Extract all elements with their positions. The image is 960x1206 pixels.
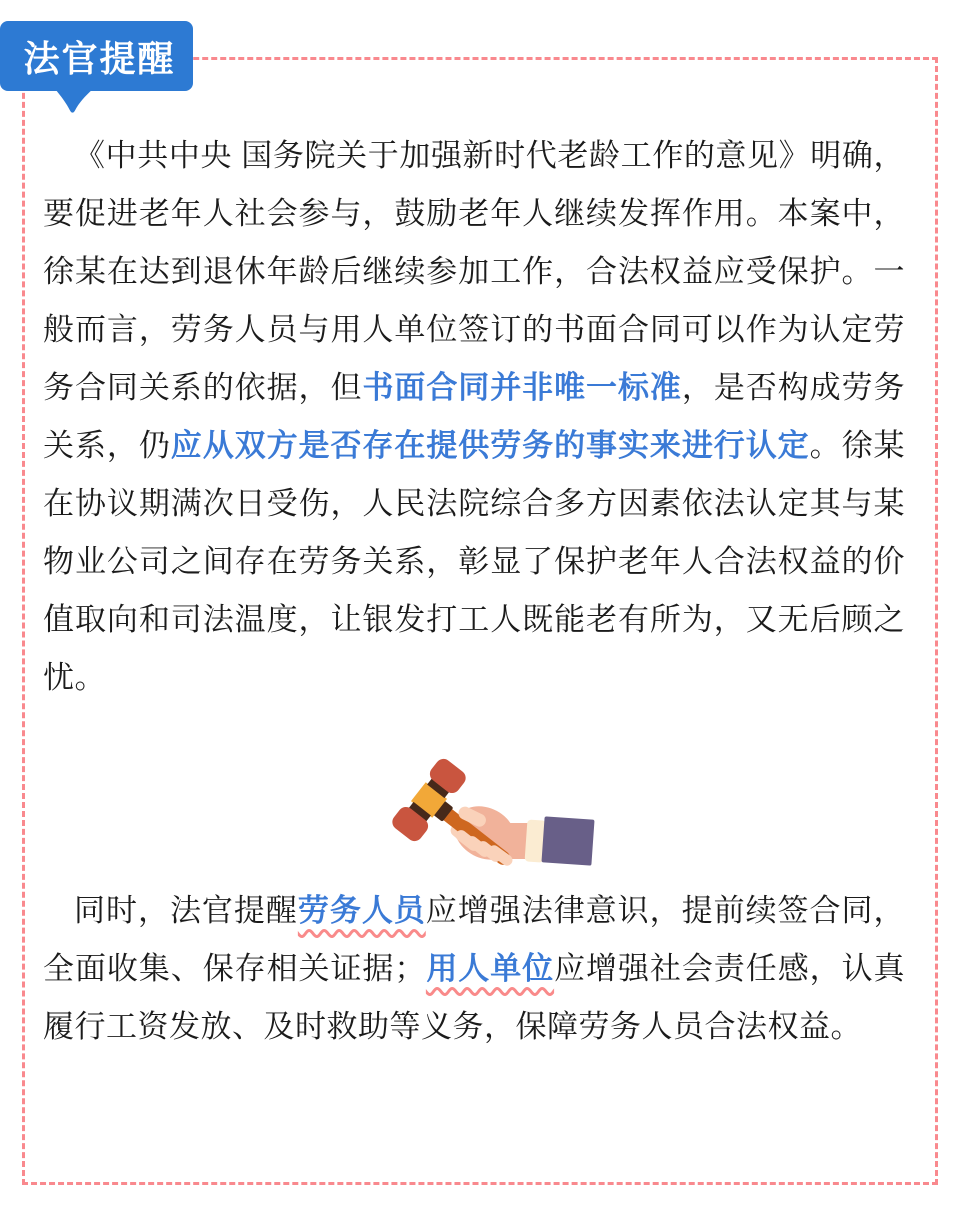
highlight-text: 书面合同并非唯一标准 [362,370,682,405]
body-text: 《中共中央 国务院关于加强新时代老龄工作的意见》明确，要促进老年人社会参与，鼓励老年人继续发挥作用。本案中，徐某在达到退休年龄后继续参加工作，合法权益应受保护。一般而言，劳务人员与用人单位签订的书面合同可以作为认定劳务合同关系的依据，但 [43,138,905,405]
highlight-underlined-text: 劳务人员 [297,893,426,928]
highlight-underlined-text: 用人单位 [425,951,555,986]
section-badge-label: 法官提醒 [23,37,176,79]
body-text: 。徐某在协议期满次日受伤，人民法院综合多方因素依法认定其与某物业公司之间存在劳务关系，彰显了保护老年人合法权益的价值取向和司法温度，让银发打工人既能老有所为，又无后顾之忧。 [43,428,906,695]
gavel-hand-illustration [370,752,610,882]
paragraph-2 [43,882,905,1056]
body-text: 应增强法律意识，提前续签合同，全面收集、保存相关证据； [43,893,905,986]
paragraph-1 [43,127,905,707]
body-text: ，是否构成劳务关系，仍 [43,370,906,463]
body-text: 应增强社会责任感，认真履行工资发放、及时救助等义务，保障劳务人员合法权益。 [43,951,906,1044]
gavel-hand-icon [370,752,610,882]
sleeve-icon [541,816,594,865]
section-badge [0,21,193,91]
article-content [43,127,905,1056]
badge-tail-pointer [52,89,96,115]
highlight-text: 应从双方是否存在提供劳务的事实来进行认定 [170,428,810,463]
body-text: 同时，法官提醒 [74,893,298,928]
